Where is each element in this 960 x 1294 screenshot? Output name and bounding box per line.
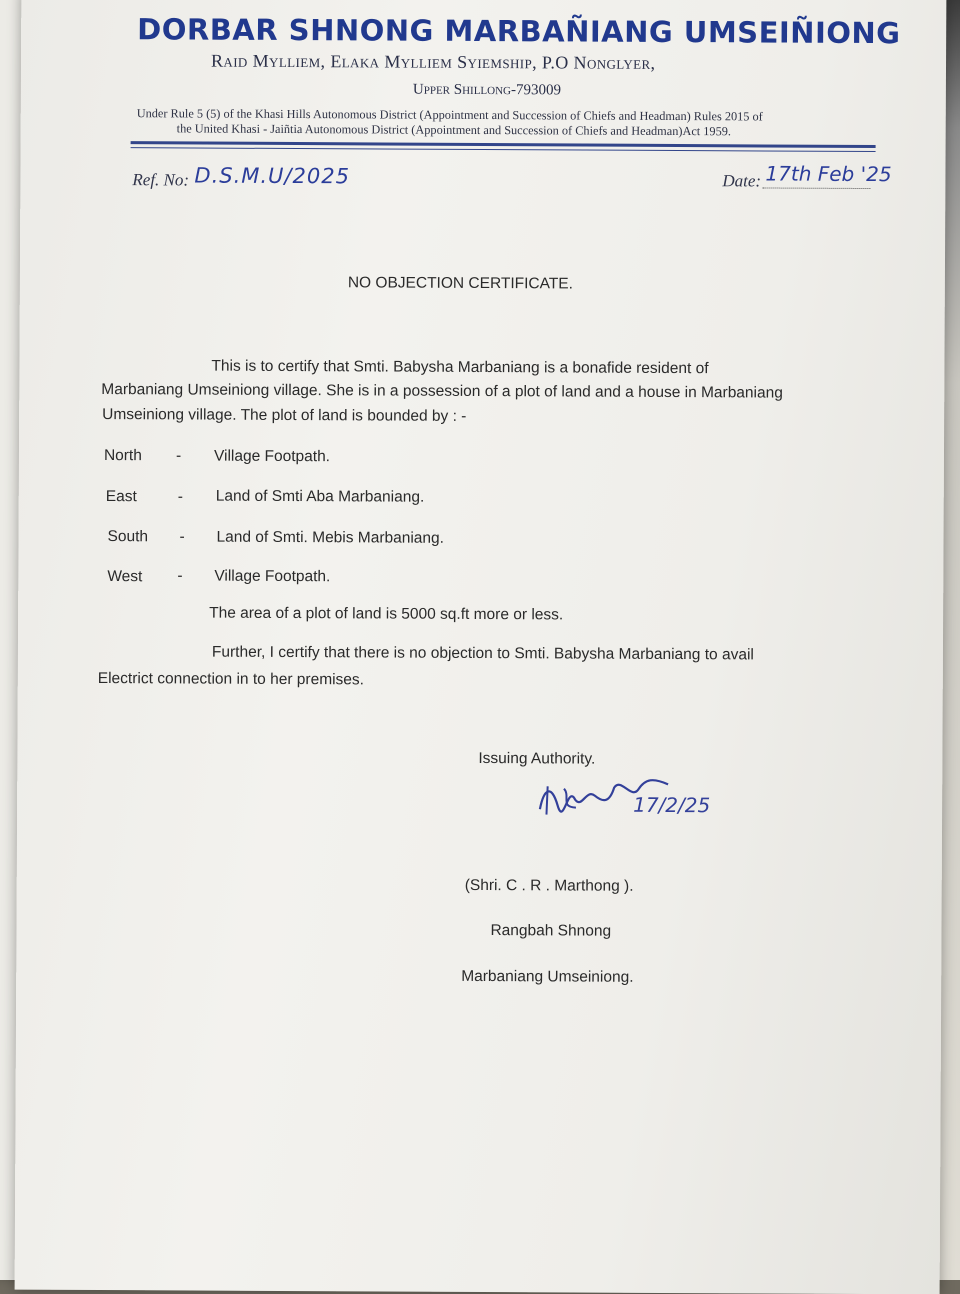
date-dotted-line <box>762 187 870 189</box>
signatory-name: (Shri. C . R . Marthong ). <box>464 876 634 895</box>
area-statement: The area of a plot of land is 5000 sq.ft more or less. <box>209 604 564 624</box>
signatory-designation: Rangbah Shnong <box>490 922 612 940</box>
boundary-direction: South <box>107 528 149 546</box>
boundary-direction: West <box>107 568 143 586</box>
boundary-direction: North <box>103 447 142 465</box>
boundary-description: Village Footpath. <box>213 447 331 466</box>
issuing-authority-label: Issuing Authority. <box>478 749 596 768</box>
paragraph2-line1: Further, I certify that there is no objection to Smti. Babysha Marbaniang to avail <box>211 643 754 664</box>
boundary-dash: - <box>175 447 182 465</box>
boundary-dash: - <box>177 488 183 506</box>
boundary-dash: - <box>177 567 183 585</box>
boundary-direction: East <box>105 488 137 506</box>
date-handwritten: 17th Feb '25 <box>765 161 892 187</box>
ref-label: Ref. No: <box>132 170 190 190</box>
boundary-description: Land of Smti Aba Marbaniang. <box>215 487 425 506</box>
organization-address: Raid Mylliem, Elaka Mylliem Syiemship, P.O Nonglyer, <box>210 50 656 73</box>
rule-reference-line-2: the United Khasi - Jaiñtia Autonomous District (Appointment and Succession of Chiefs and Headman)Act 1959. <box>176 121 732 139</box>
organization-pin: Upper Shillong-793009 <box>412 81 562 99</box>
paragraph1-line3: Umseiniong village. The plot of land is bounded by : - <box>102 406 467 425</box>
paragraph1-line1: This is to certify that Smti. Babysha Marbaniang is a bonafide resident of <box>211 357 709 378</box>
boundary-description: Village Footpath. <box>214 567 331 586</box>
ref-number-handwritten: D.S.M.U/2025 <box>194 163 351 189</box>
rule-reference-line-1: Under Rule 5 (5) of the Khasi Hills Autonomous District (Appointment and Succession of Chiefs and Headman) Rules 2015 of <box>136 106 763 124</box>
boundary-dash: - <box>179 528 185 546</box>
date-label: Date: <box>722 171 762 191</box>
certificate-title: NO OBJECTION CERTIFICATE. <box>347 274 573 293</box>
boundary-description: Land of Smti. Mebis Marbaniang. <box>216 528 445 547</box>
header-divider-thin <box>131 147 876 152</box>
organization-name: DORBAR SHNONG MARBAÑIANG UMSEIÑIONG <box>137 12 901 51</box>
signature-date: 17/2/25 <box>633 792 711 818</box>
certificate-document <box>15 0 947 1294</box>
paragraph2-line2: Electrict connection in to her premises. <box>97 669 365 689</box>
signatory-place: Marbaniang Umseiniong. <box>461 967 634 986</box>
paragraph1-line2: Marbaniang Umseiniong village. She is in a possession of a plot of land and a house in Marbaniang <box>101 381 783 402</box>
